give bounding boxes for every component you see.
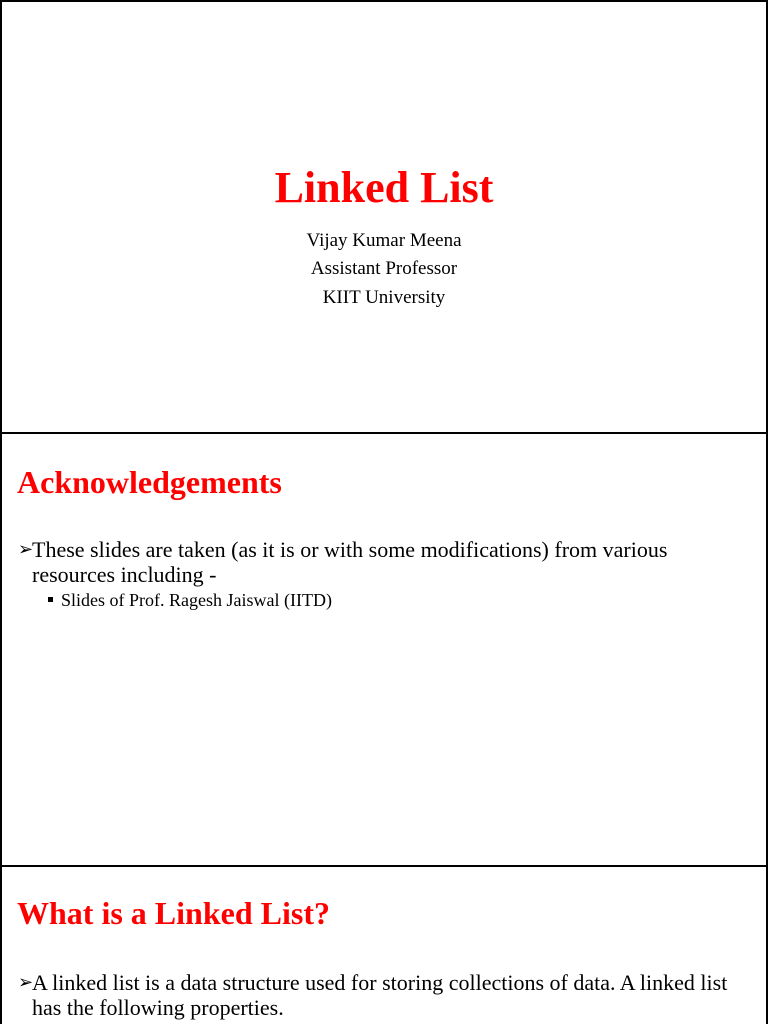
definition-bullet xyxy=(18,970,746,1020)
acknowledgements-bullet xyxy=(18,537,746,587)
what-is-linked-list-heading: What is a Linked List? xyxy=(17,895,330,931)
slide-what-is-linked-list xyxy=(0,865,768,1024)
arrow-bullet-icon: ➢ xyxy=(18,539,34,559)
author-name: Vijay Kumar Meena xyxy=(306,230,462,251)
author-institution: KIIT University xyxy=(322,287,446,308)
author-position: Assistant Professor xyxy=(310,258,458,279)
acknowledgements-sub-bullet xyxy=(48,590,332,611)
slide-title xyxy=(0,0,768,434)
acknowledgements-sub-bullet-text: Slides of Prof. Ragesh Jaiswal (IITD) xyxy=(61,590,332,610)
slide-title-heading: Linked List xyxy=(274,163,494,212)
arrow-bullet-icon: ➢ xyxy=(18,972,34,992)
definition-bullet-text: A linked list is a data structure used for storing collections of data. A linked list has the following properties. xyxy=(32,970,728,1020)
acknowledgements-bullet-text: These slides are taken (as it is or with some modifications) from various resources including - xyxy=(32,537,668,587)
square-bullet-icon xyxy=(48,597,53,602)
slide-acknowledgements xyxy=(0,432,768,867)
acknowledgements-heading: Acknowledgements xyxy=(17,464,282,500)
